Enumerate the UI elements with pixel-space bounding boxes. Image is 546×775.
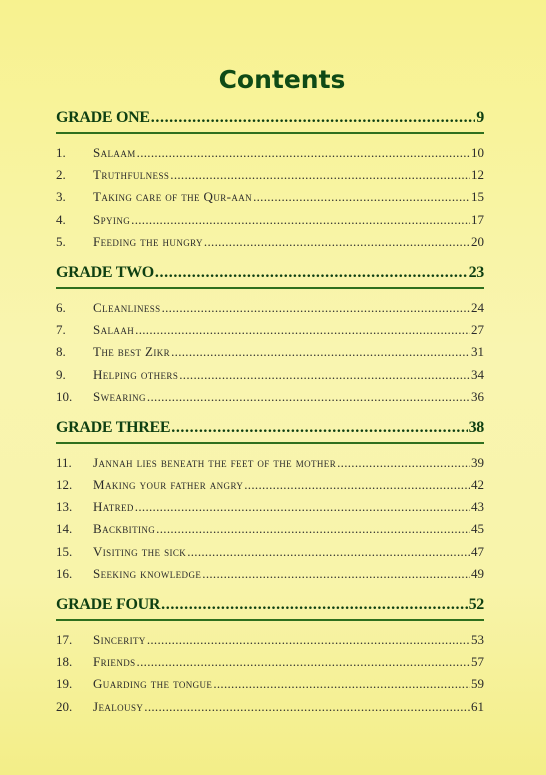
entry-number: 2.	[56, 167, 66, 183]
section-divider	[56, 287, 484, 289]
entry-page: 39	[471, 454, 484, 470]
entry-title: Feeding the hungry	[93, 233, 203, 249]
entry-number: 16.	[56, 565, 73, 581]
dot-leader	[170, 164, 470, 186]
grade-heading-label: GRADE FOUR	[56, 596, 161, 613]
section-divider	[56, 442, 484, 444]
toc-entry[interactable]	[56, 452, 484, 474]
dot-leader	[147, 386, 470, 408]
toc-entry[interactable]	[56, 651, 484, 673]
toc-entry[interactable]	[56, 563, 484, 585]
dot-leader	[135, 319, 470, 341]
entry-number: 11.	[56, 454, 72, 470]
page-title: Contents	[218, 65, 346, 94]
dot-leader	[187, 541, 470, 563]
entry-number: 4.	[56, 211, 66, 227]
toc-entry[interactable]	[56, 629, 484, 651]
entry-number: 12.	[56, 477, 73, 493]
entry-title: Guarding the tongue	[93, 676, 213, 692]
entry-number: 10.	[56, 388, 73, 404]
section-divider	[56, 132, 484, 134]
entry-number: 17.	[56, 632, 73, 647]
toc-entry[interactable]	[56, 696, 484, 718]
entry-page: 15	[471, 189, 484, 205]
entry-title: Visiting the sick	[93, 543, 187, 559]
dot-leader	[156, 518, 470, 540]
section-divider	[56, 619, 484, 621]
entry-page: 20	[471, 233, 484, 249]
toc-heading-grade-four[interactable]	[56, 593, 484, 617]
entry-title: Friends	[93, 654, 136, 670]
dot-leader	[144, 696, 470, 718]
dot-leader	[244, 474, 470, 496]
entry-title: Sincerity	[93, 632, 146, 647]
toc-entry[interactable]	[56, 474, 484, 496]
toc-entry[interactable]	[56, 673, 484, 695]
dot-leader	[179, 364, 470, 386]
entry-page: 49	[471, 565, 484, 581]
grade-heading-label: GRADE THREE	[56, 418, 171, 436]
entry-page: 12	[471, 167, 484, 183]
grade-heading-page: 38	[468, 418, 484, 436]
grade-heading-label: GRADE ONE	[56, 109, 150, 126]
entry-number: 19.	[56, 676, 73, 692]
entry-number: 8.	[56, 344, 66, 360]
entry-page: 24	[471, 299, 484, 315]
toc-entry[interactable]	[56, 496, 484, 518]
dot-leader	[162, 297, 470, 319]
toc-entry[interactable]	[56, 231, 484, 253]
entry-title: Cleanliness	[93, 299, 161, 315]
entry-number: 14.	[56, 521, 73, 537]
toc-section-grade-four	[56, 593, 484, 718]
dot-leader	[253, 186, 470, 208]
toc-heading-grade-three[interactable]	[56, 416, 484, 440]
toc-entry[interactable]	[56, 142, 484, 164]
entry-title: Backbiting	[93, 521, 156, 537]
dot-leader	[202, 563, 470, 585]
entry-title: Hatred	[93, 499, 134, 515]
entry-page: 53	[471, 632, 484, 647]
grade-heading-page: 9	[476, 109, 484, 126]
entry-title: Truthfulness	[93, 167, 170, 183]
entry-title: Taking care of the Qur-aan	[93, 189, 253, 205]
entry-number: 9.	[56, 366, 66, 382]
toc-entry[interactable]	[56, 341, 484, 363]
entry-title: The best Zikr	[93, 344, 171, 360]
entry-page: 36	[471, 388, 484, 404]
grade-heading-label: GRADE TWO	[56, 263, 154, 281]
dot-leader	[151, 106, 476, 130]
dot-leader	[147, 629, 470, 651]
entry-number: 1.	[56, 145, 66, 160]
dot-leader	[137, 651, 470, 673]
entry-page: 10	[471, 145, 484, 160]
grade-heading-page: 23	[468, 263, 484, 281]
toc-entry[interactable]	[56, 319, 484, 341]
toc-section-grade-two	[56, 261, 484, 408]
entry-page: 47	[471, 543, 484, 559]
entry-page: 42	[471, 477, 484, 493]
entry-page: 17	[471, 211, 484, 227]
dot-leader	[213, 673, 470, 695]
entry-page: 57	[471, 654, 484, 670]
entry-number: 18.	[56, 654, 73, 670]
toc-entry[interactable]	[56, 186, 484, 208]
toc-section-grade-three	[56, 416, 484, 585]
toc-entry[interactable]	[56, 164, 484, 186]
entry-title: Helping others	[93, 366, 179, 382]
toc-entry[interactable]	[56, 518, 484, 540]
entry-page: 31	[471, 344, 484, 360]
entry-number: 13.	[56, 499, 73, 515]
dot-leader	[131, 209, 470, 231]
dot-leader	[161, 593, 467, 617]
dot-leader	[171, 416, 467, 440]
entry-title: Jannah lies beneath the feet of the mother	[93, 454, 337, 470]
dot-leader	[204, 231, 470, 253]
entry-page: 34	[471, 366, 484, 382]
toc-heading-grade-one[interactable]	[56, 106, 484, 130]
entry-number: 15.	[56, 543, 73, 559]
toc-section-grade-one	[56, 106, 484, 253]
entry-page: 59	[471, 676, 484, 692]
entry-page: 27	[471, 322, 484, 338]
entry-title: Making your father angry	[93, 477, 244, 493]
entry-title: Seeking knowledge	[93, 565, 202, 581]
entry-number: 5.	[56, 233, 66, 249]
grade-heading-page: 52	[468, 596, 484, 613]
entry-title: Spying	[93, 211, 131, 227]
dot-leader	[155, 261, 468, 285]
entry-title: Salaah	[93, 322, 135, 338]
contents-page	[56, 62, 484, 726]
toc-entry[interactable]	[56, 209, 484, 231]
dot-leader	[135, 496, 470, 518]
entry-number: 20.	[56, 698, 73, 714]
entry-number: 7.	[56, 322, 66, 338]
dot-leader	[137, 142, 470, 164]
toc-entry[interactable]	[56, 364, 484, 386]
entry-page: 61	[471, 698, 484, 714]
toc-heading-grade-two[interactable]	[56, 261, 484, 285]
entry-page: 43	[471, 499, 484, 515]
entry-number: 3.	[56, 189, 66, 205]
dot-leader	[171, 341, 470, 363]
entry-title: Jealousy	[93, 698, 144, 714]
toc-entry[interactable]	[56, 541, 484, 563]
entry-page: 45	[471, 521, 484, 537]
toc-entry[interactable]	[56, 386, 484, 408]
entry-title: Salaam	[93, 145, 136, 160]
entry-title: Swearing	[93, 388, 146, 404]
entry-number: 6.	[56, 299, 66, 315]
toc-entry[interactable]	[56, 297, 484, 319]
dot-leader	[337, 452, 470, 474]
